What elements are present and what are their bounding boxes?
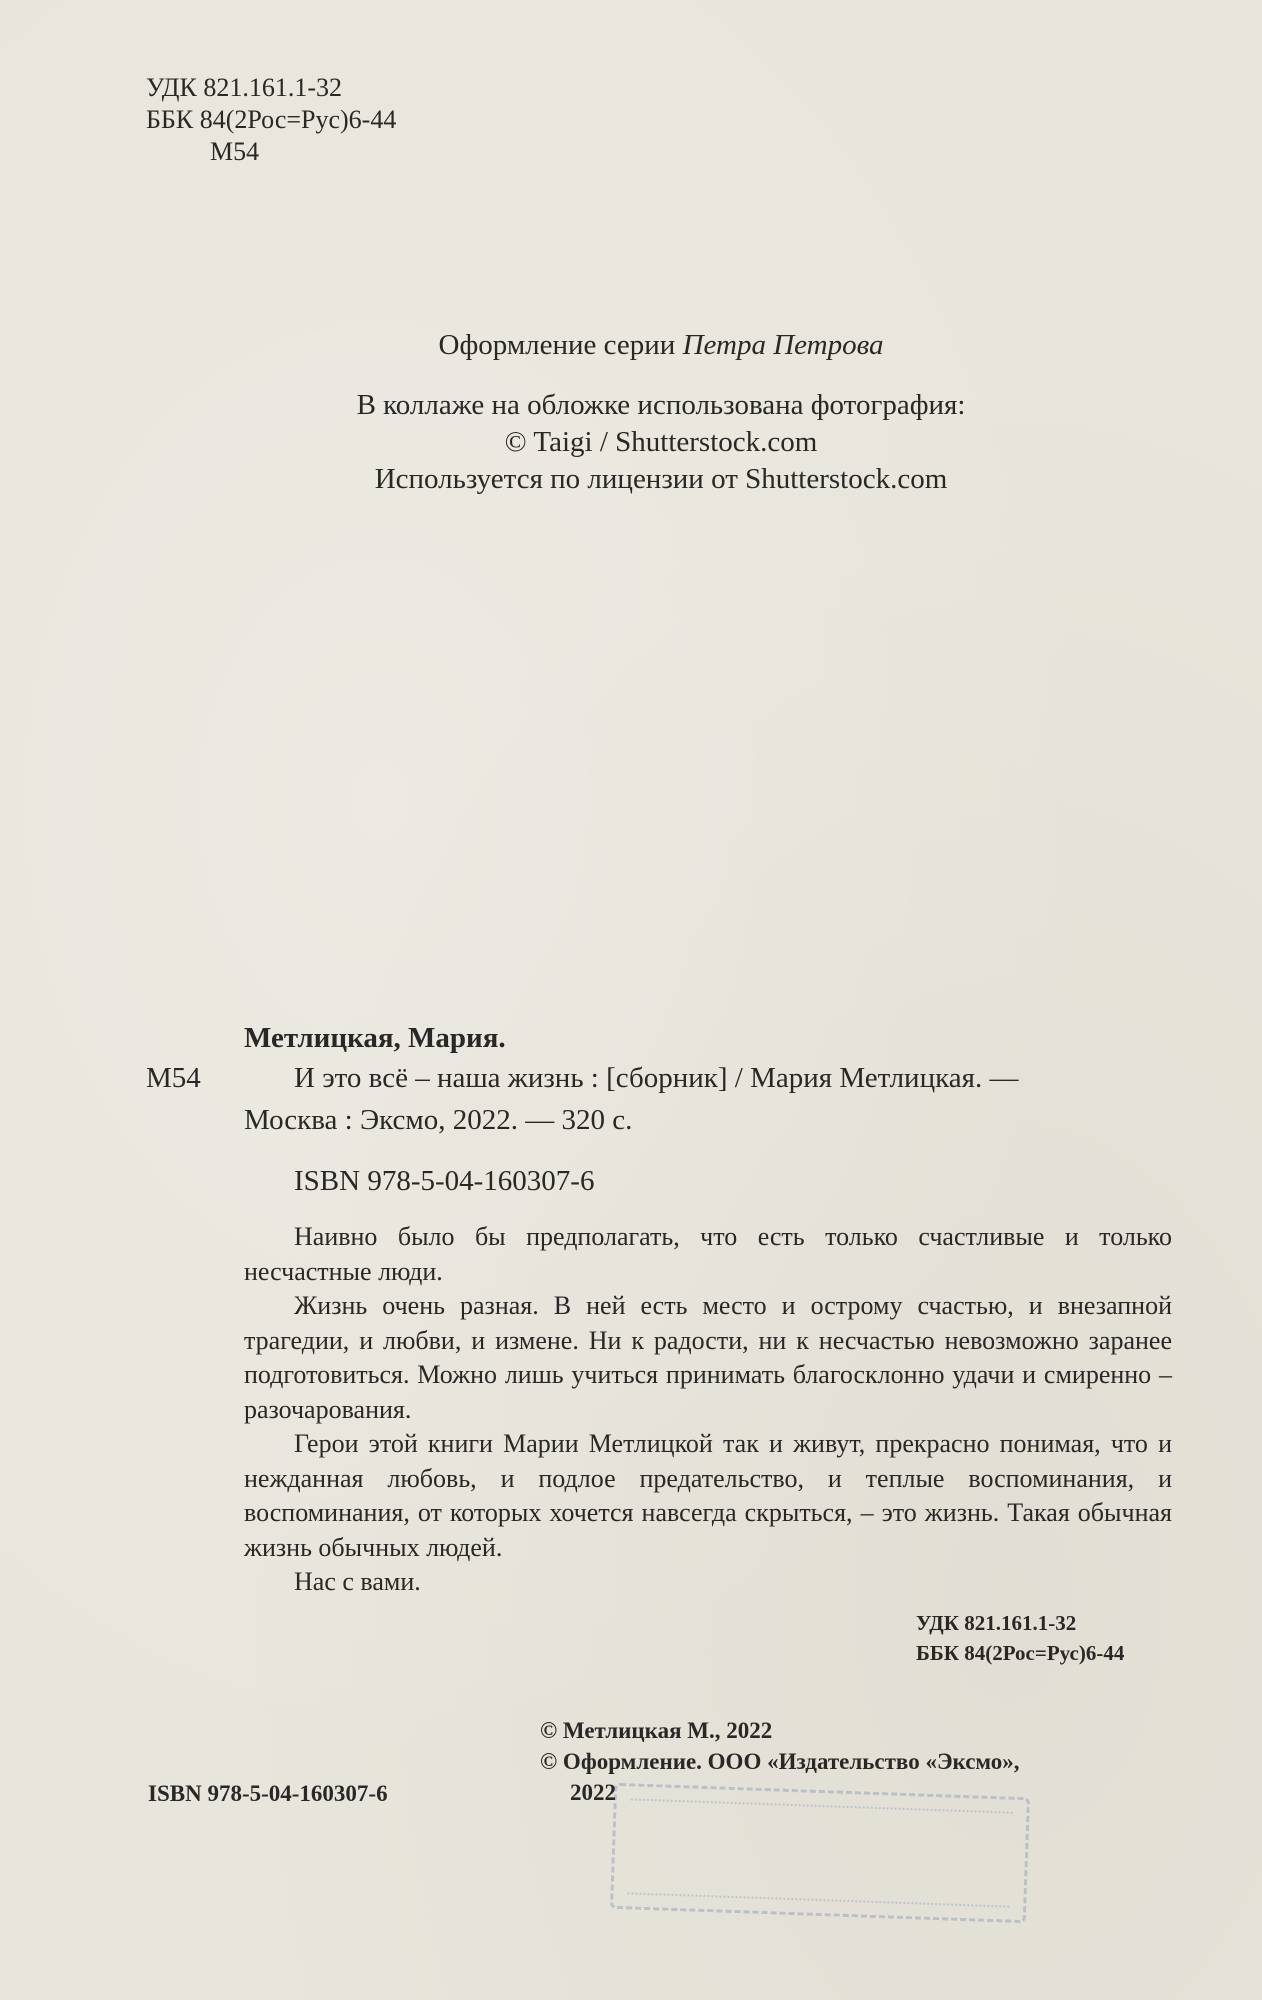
bibliographic-title: И это всё – наша жизнь : [сборник] / Мария Метлицкая. —	[294, 1062, 1019, 1094]
series-designer-name: Петра Петрова	[682, 329, 884, 361]
copyright-design: © Оформление. ООО «Издательство «Эксмо»,	[540, 1749, 1020, 1774]
bibliographic-imprint: Москва : Эксмо, 2022. — 320 с.	[244, 1104, 633, 1136]
cover-photo-credit	[30, 387, 1262, 498]
isbn-main: ISBN 978-5-04-160307-6	[294, 1165, 595, 1197]
annotation	[244, 1220, 1172, 1600]
collage-line: В коллаже на обложке использована фотография:	[356, 389, 966, 421]
copyright-author: © Метлицкая М., 2022	[540, 1718, 773, 1743]
annotation-paragraph: Наивно было бы предполагать, что есть только счастливые и только несчастные люди.	[244, 1222, 1172, 1286]
library-stamp-inner	[627, 1798, 1012, 1907]
bbk-code-bottom: ББК 84(2Рос=Рус)6-44	[916, 1641, 1125, 1665]
annotation-paragraph: Герои этой книги Марии Метлицкой так и живут, прекрасно понимая, что и нежданная любовь, и подлое предательство, и теплые воспоминания, и воспоминания, от которых хочется навсегда скрыться, – это жизнь. Такая обычная жизнь обычных людей.	[244, 1429, 1172, 1562]
photo-credit: © Taigi / Shutterstock.com	[504, 426, 818, 458]
copyright-design-year: 2022	[570, 1780, 616, 1805]
udk-code: УДК 821.161.1-32	[146, 73, 343, 102]
series-design-prefix: Оформление серии	[438, 329, 676, 361]
bbk-code: ББК 84(2Рос=Рус)6-44	[146, 105, 397, 134]
udk-code-bottom: УДК 821.161.1-32	[916, 1611, 1077, 1635]
annotation-paragraph: Жизнь очень разная. В ней есть место и острому счастью, и внезапной трагедии, и любви, и измене. Ни к радости, ни к несчастью невозможно заранее подготовиться. Можно лишь учиться принимать благосклонно удачи и смиренно – разочарования.	[244, 1291, 1172, 1424]
annotation-paragraph: Нас с вами.	[294, 1567, 421, 1596]
isbn-bottom: ISBN 978-5-04-160307-6	[148, 1781, 388, 1806]
copyright-block	[540, 1715, 1020, 1808]
author-heading: Метлицкая, Мария.	[244, 1022, 506, 1054]
author-cipher: М54	[210, 137, 260, 166]
license-line: Используется по лицензии от Shutterstock.com	[374, 463, 948, 495]
classification-block-top	[146, 72, 396, 168]
classification-block-bottom	[916, 1608, 1124, 1668]
series-design-credit	[30, 327, 1262, 364]
bibliographic-cipher: М54	[146, 1062, 201, 1094]
